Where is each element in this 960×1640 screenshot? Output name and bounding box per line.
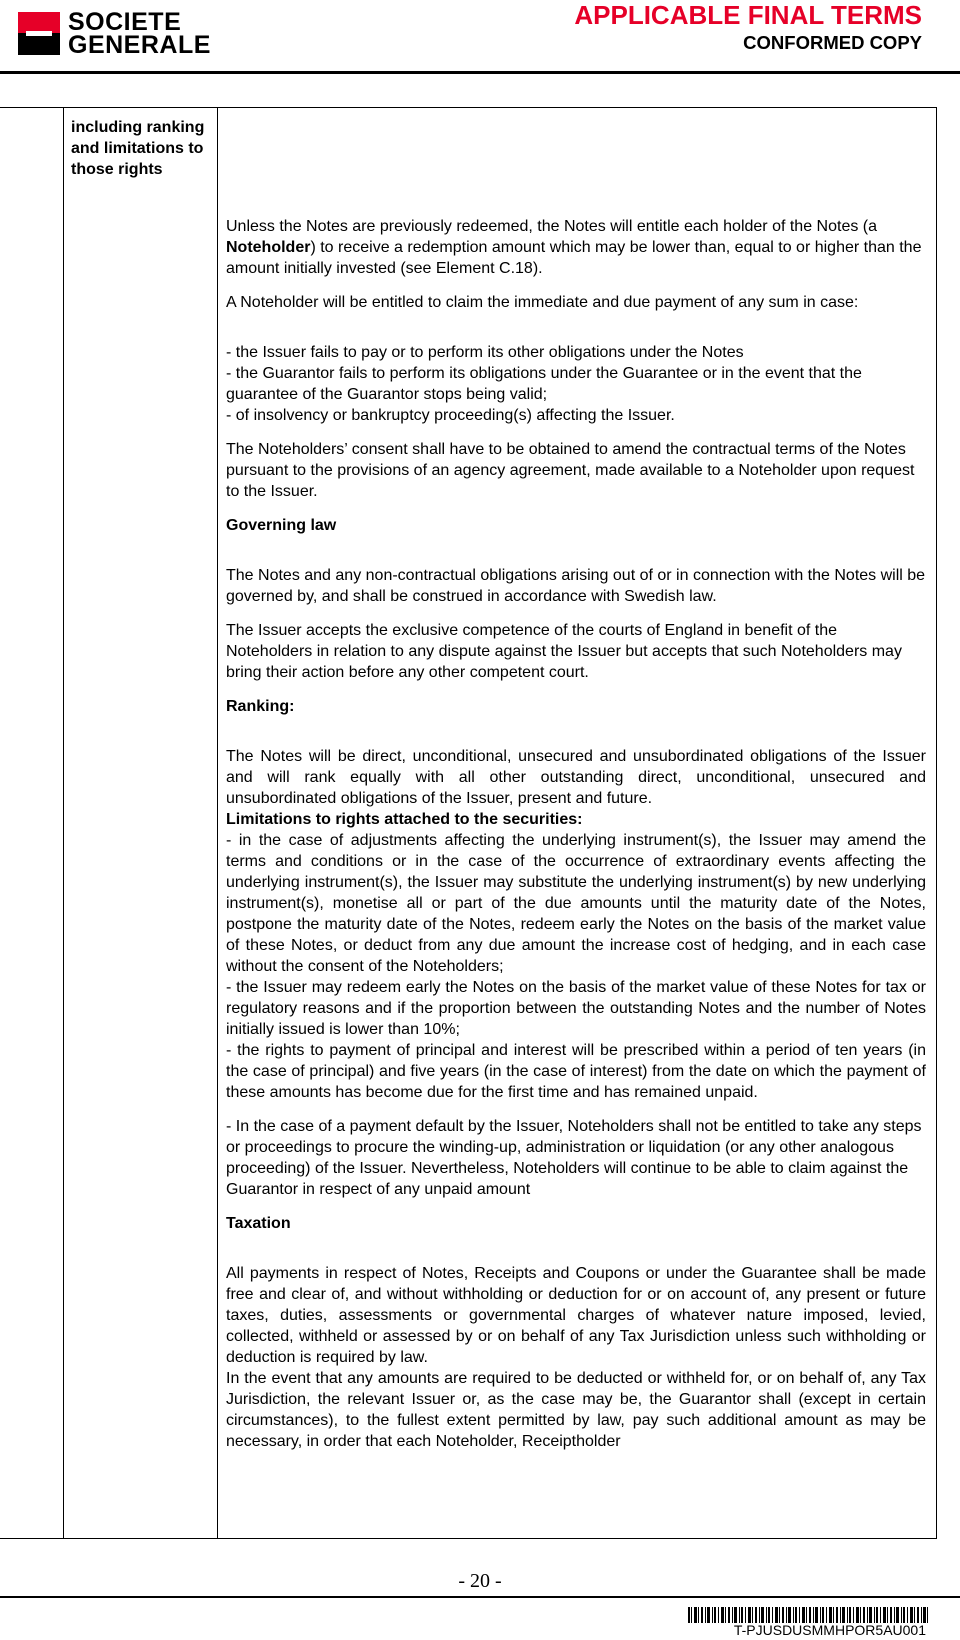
logo-line-2: GENERALE	[68, 31, 211, 59]
heading-limitations: Limitations to rights attached to the securities:	[226, 811, 583, 828]
paragraph-jurisdiction: The Issuer accepts the exclusive competence of the courts of England in benefit of the Noteholders in relation to any dispute against the Issuer but accepts that such Noteholders may bring their action before any other competent court.	[226, 622, 902, 681]
header-divider	[0, 71, 960, 74]
logo-mark-icon	[18, 12, 60, 56]
defined-term-noteholder: Noteholder	[226, 239, 311, 256]
heading-ranking: Ranking:	[226, 698, 295, 715]
event-issuer-default: - the Issuer fails to pay or to perform its other obligations under the Notes	[226, 344, 744, 361]
limitation-prescription: - the rights to payment of principal and interest will be prescribed within a period of ten years (in the case of principal) and five years (in the case of interest) from the date on which the payment of these amounts has become due for the first time and has remained unpaid.	[226, 1042, 926, 1101]
heading-governing-law: Governing law	[226, 517, 337, 534]
paragraph-payment-default: - In the case of a payment default by the Issuer, Noteholders shall not be entitled to take any steps or proceedings to procure the winding-up, administration or liquidation (or any other analogous proceeding) of the Issuer. Nevertheless, Noteholders will continue to be able to claim against the Guarantor in respect of any unpaid amount	[226, 1118, 922, 1198]
column-divider-2	[217, 108, 218, 1538]
event-insolvency: - of insolvency or bankruptcy proceeding(s) affecting the Issuer.	[226, 407, 675, 424]
heading-taxation: Taxation	[226, 1215, 291, 1232]
row-label: including ranking and limitations to those rights	[71, 119, 205, 178]
paragraph-claim: A Noteholder will be entitled to claim the immediate and due payment of any sum in case:	[226, 294, 859, 311]
page-number: - 20 -	[458, 1570, 502, 1592]
paragraph-governing-law: The Notes and any non-contractual obligations arising out of or in connection with the Notes will be governed by, and shall be construed in accordance with Swedish law.	[226, 567, 926, 605]
summary-table	[0, 107, 937, 1539]
paragraph-redemption: Unless the Notes are previously redeemed, the Notes will entitle each holder of the Notes (a Noteholder) to receive a redemption amount which may be lower than, equal to or higher than the amount initially invested (see Element C.18).	[226, 218, 922, 277]
column-divider-1	[63, 108, 64, 1538]
event-guarantor-default: - the Guarantor fails to perform its obligations under the Guarantee or in the event that the guarantee of the Guarantor stops being valid;	[226, 365, 862, 403]
document-title: APPLICABLE FINAL TERMS	[574, 0, 922, 30]
limitation-adjustments: - in the case of adjustments affecting the underlying instrument(s), the Issuer may amend the terms and conditions or in the case of the occurrence of extraordinary events affecting the underlying instrument(s), the Issuer may substitute the underlying instrument(s) by new underlying instrument(s), monetise all or part of the due amounts until the maturity date of the Notes, postpone the maturity date of the Notes, redeem early the Notes on the basis of the market value of these Notes, or deduct from any due amount the increase cost of hedging, and in each case without the consent of the Noteholders;	[226, 832, 926, 975]
logo-line-1: SOCIETE	[68, 8, 182, 36]
societe-generale-logo	[18, 8, 248, 60]
document-subtitle: CONFORMED COPY	[743, 32, 922, 53]
page-header	[0, 0, 960, 76]
paragraph-ranking: The Notes will be direct, unconditional, unsecured and unsubordinated obligations of the Issuer and will rank equally with all other outstanding direct, unconditional, unsecured and unsubordinated obligations of the Issuer, present and future.	[226, 748, 926, 807]
paragraph-consent: The Noteholders’ consent shall have to be obtained to amend the contractual terms of the Notes pursuant to the provisions of an agency agreement, made available to a Noteholder upon request to the Issuer.	[226, 441, 915, 500]
footer-divider	[0, 1596, 960, 1598]
logo-wordmark	[68, 8, 211, 59]
limitation-early-redemption: - the Issuer may redeem early the Notes on the basis of the market value of these Notes for tax or regulatory reasons and if the proportion between the outstanding Notes and the number of Notes initially issued is lower than 10%;	[226, 979, 926, 1038]
paragraph-taxation-1: All payments in respect of Notes, Receipts and Coupons or under the Guarantee shall be made free and clear of, and without withholding or deduction for or on account of, any present or future taxes, duties, assessments or governmental charges of whatever nature imposed, levied, collected, withheld or assessed by or on behalf of any Tax Jurisdiction unless such withholding or deduction is required by law.	[226, 1265, 926, 1366]
row-content	[226, 216, 926, 1452]
document-id: T-PJUSDUSMMHPOR5AU001	[733, 1622, 926, 1638]
barcode-icon	[688, 1607, 928, 1623]
paragraph-taxation-2: In the event that any amounts are required to be deducted or withheld for, or on behalf of, any Tax Jurisdiction, the relevant Issuer or, as the case may be, the Guarantor shall (except in certain circumstances), to the fullest extent permitted by law, pay such additional amount as may be necessary, in order that each Noteholder, Receiptholder	[226, 1370, 926, 1450]
